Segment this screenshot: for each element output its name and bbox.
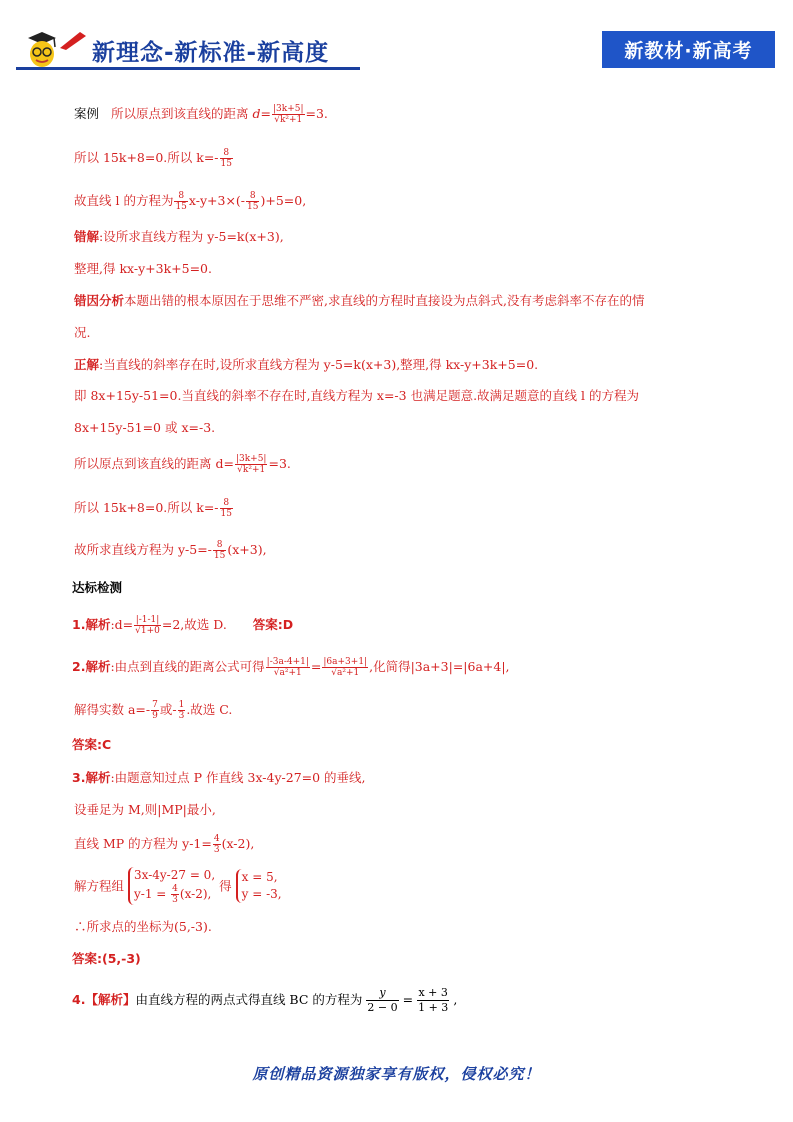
q4-label: 4.【解析】 [72,992,136,1007]
text-segment: y-1 = [134,887,171,901]
numerator: 8 [220,498,233,509]
text-line: 整理,得 kx-y+3k+5=0. [74,261,212,276]
text-segment: 或- [159,702,177,717]
text-line [74,498,234,519]
text-segment: 直线 MP 的方程为 y-1= [74,836,212,851]
text-segment: )+5=0, [260,193,307,208]
text-segment: =3. [305,106,328,121]
text-line [74,104,328,125]
numerator: 8 [220,148,233,159]
text-segment: = [402,992,414,1007]
q1-label: 1.解析 [72,617,111,632]
numerator: |3k+5| [235,454,267,464]
numerator: x + 3 [418,986,448,999]
text-line [74,148,234,169]
text-line [72,657,510,678]
text-line [74,292,644,310]
denominator: 1 + 3 [418,1001,449,1014]
fraction [220,498,233,519]
denominator: 15 [220,509,232,519]
fraction [134,615,161,636]
fraction [171,884,179,905]
fraction [220,148,233,169]
wrong-solution-label: 错解 [74,229,100,244]
text-line [74,454,291,475]
text-segment: (x-2), [221,836,255,851]
fraction [246,191,259,212]
text-segment: :设所求直线方程为 y-5=k(x+3), [99,229,284,244]
text-segment: 得 [219,878,232,894]
numerator: 1 [178,700,185,710]
red-pencil-icon [60,30,88,50]
header-logo-block [12,28,362,72]
denominator: 3 [213,845,220,855]
numerator: 8 [174,191,187,202]
fraction [322,657,368,678]
text-segment: d= [252,106,271,121]
text-segment: (x+3), [227,542,267,557]
text-segment: x-y+3×(- [188,193,246,208]
text-segment: 所以 15k+8=0.所以 k=- [74,150,219,165]
text-segment: =2,故选 D. [161,617,227,632]
text-line [72,986,457,1015]
denominator: 15 [247,202,259,212]
numerator: 4 [172,884,178,894]
text-line: 况. [74,325,91,340]
denominator: 3 [172,895,178,905]
text-line [74,867,286,905]
section-heading: 达标检测 [72,580,123,595]
q3-label: 3.解析 [72,770,111,785]
q2-answer: 答案:C [72,737,112,752]
fraction [213,540,226,561]
denominator: 15 [220,159,232,169]
denominator: √k²+1 [237,465,266,475]
equation: 3x-4y-27 = 0, [134,868,216,882]
header-underline [16,67,360,70]
denominator: 9 [152,711,158,721]
numerator: 8 [246,191,259,202]
solution-system [236,869,282,903]
text-line [74,191,306,212]
numerator: 7 [152,700,158,710]
text-segment: 解得实数 a=- [74,702,151,717]
text-segment: .故选 C. [186,702,233,717]
text-segment: :由题意知过点 P 作直线 3x-4y-27=0 的垂线, [110,770,366,785]
numerator: y [366,986,398,1001]
denominator: √a²+1 [331,668,360,678]
denominator: √k²+1 [274,115,303,125]
copyright-notice: 原创精品资源独家享有版权，侵权必究！ [252,1065,541,1083]
text-line [72,769,366,787]
text-line [74,356,538,374]
fraction [235,454,268,475]
text-line [74,228,284,246]
text-line: 即 8x+15y-51=0.当直线的斜率不存在时,直线方程为 x=-3 也满足题意.故满足题意的直线 l 的方程为 [74,388,639,403]
text-segment: 故直线 l 的方程为 [74,193,174,208]
text-segment: = [310,659,322,674]
equation-system [128,867,215,905]
q2-label: 2.解析 [72,659,111,674]
fraction [178,700,186,721]
fraction [151,700,159,721]
text-segment: :当直线的斜率存在时,设所求直线方程为 y-5=k(x+3),整理,得 kx-y+3k+5=0. [99,357,539,372]
text-segment: 所以原点到该直线的距离 [111,106,249,121]
text-segment: 本题出错的根本原因在于思维不严密,求直线的方程时直接设为点斜式,没有考虑斜率不存在的情 [124,293,645,308]
numerator: |3k+5| [272,104,304,114]
correct-solution-label: 正解 [74,357,100,372]
text-segment: (x-2), [179,887,212,901]
error-analysis-label: 错因分析 [74,293,125,308]
text-line [74,834,254,855]
fraction [366,986,398,1015]
text-segment: :由点到直线的距离公式可得 [110,659,265,674]
denominator: √a²+1 [273,668,302,678]
numerator: |6a+3+1| [323,657,368,667]
text-segment: ,化简得|3a+3|=|6a+4|, [369,659,510,674]
header-badge: 新教材·新高考 [602,31,775,68]
text-line [74,700,232,721]
text-segment: 故所求直线方程为 y-5=- [74,542,212,557]
numerator: |-1-1| [135,615,160,625]
text-line [72,615,293,636]
denominator: 15 [175,202,187,212]
text-line [74,540,267,561]
fraction [174,191,187,212]
text-line: ∴所求点的坐标为(5,-3). [74,919,212,934]
q1-answer: 答案:D [252,617,294,632]
equation: y = -3, [241,887,282,901]
q3-answer: 答案:(5,-3) [72,951,141,966]
equation: x = 5, [241,870,278,884]
footer [0,1063,793,1084]
numerator: |-3a-4+1| [266,657,309,667]
denominator: √1+0 [135,626,160,636]
equation [134,884,215,905]
text-segment: 所以原点到该直线的距离 d= [74,456,234,471]
text-segment: 由直线方程的两点式得直线 BC 的方程为 [135,992,363,1007]
text-segment: :d= [110,617,134,632]
case-label: 案例 [74,106,100,121]
fraction [213,834,221,855]
text-line: 8x+15y-51=0 或 x=-3. [74,420,216,435]
numerator: 8 [213,540,226,551]
denominator: 2 − 0 [367,1001,398,1014]
denominator: 3 [178,711,185,721]
header-slogan: 新理念-新标准-新高度 [92,40,330,66]
text-segment: =3. [268,456,291,471]
text-segment: 所以 15k+8=0.所以 k=- [74,500,219,515]
text-segment: 解方程组 [74,878,125,894]
denominator: 15 [213,551,226,561]
text-line: 设垂足为 M,则|MP|最小, [74,802,216,817]
fraction [272,104,305,125]
fraction [266,657,310,678]
mascot-icon [22,30,62,70]
numerator: 4 [213,834,220,844]
fraction [417,986,449,1015]
text-segment: , [453,992,458,1007]
